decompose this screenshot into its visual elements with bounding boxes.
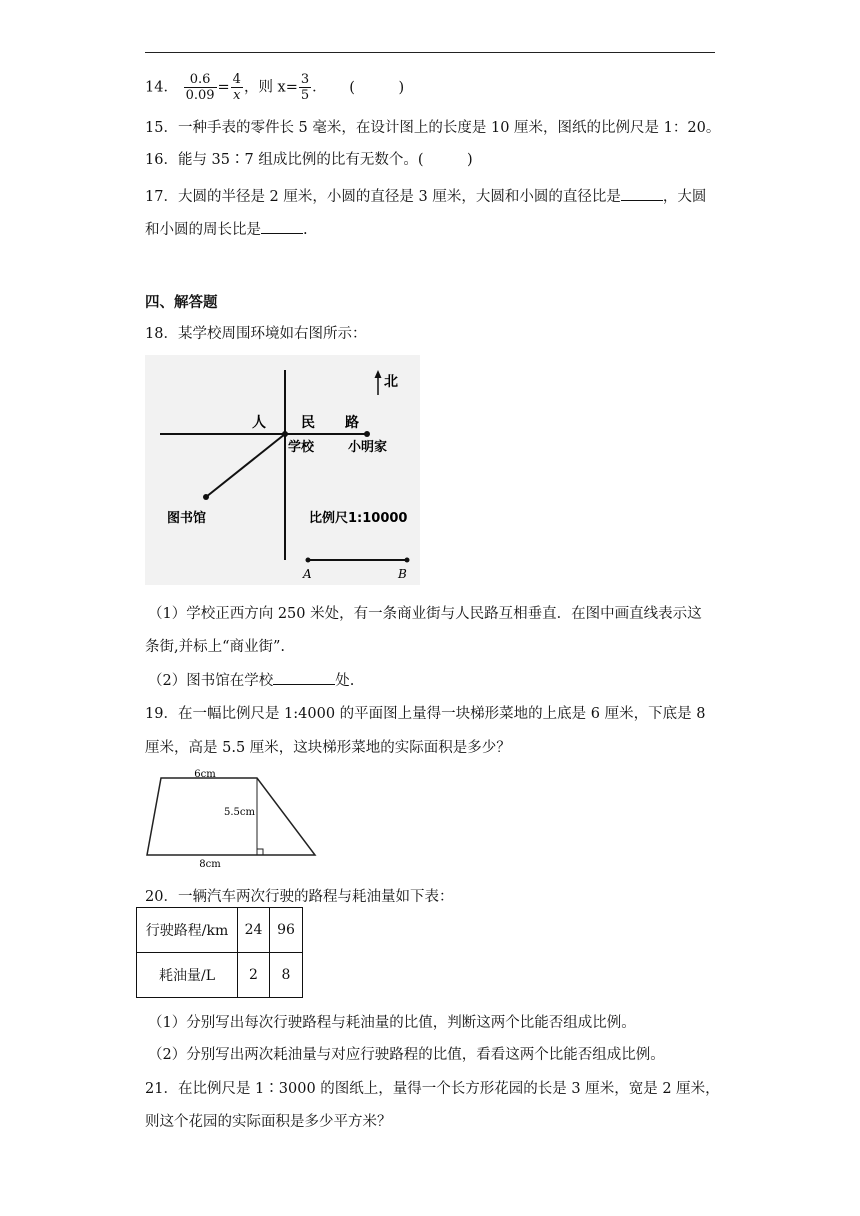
library-label: 图书馆 <box>167 511 207 526</box>
scale-point-b <box>405 558 410 563</box>
question-17-line2: 和小圆的周长比是 . <box>145 219 308 240</box>
school-point <box>282 431 288 437</box>
question-14: 14． $\frac{0.6}{0.09}$ = $\frac{4}{x}$ ，则 x= $\frac{3}{5}$ ． ( ) <box>145 72 405 103</box>
q17-blank-circumference-ratio[interactable] <box>261 219 303 234</box>
table-cell: 96 <box>270 908 303 953</box>
table-cell: 耗油量/L <box>137 953 238 998</box>
road-char-ren: 人 <box>252 415 266 431</box>
scale-label-a: A <box>303 567 312 581</box>
table-cell: 行驶路程/km <box>137 908 238 953</box>
north-label: 北 <box>384 374 398 390</box>
school-label: 学校 <box>288 440 315 455</box>
question-21-line2: 则这个花园的实际面积是多少平方米？ <box>145 1114 392 1130</box>
q14-middle-text: ，则 x= <box>243 79 298 96</box>
home-point <box>364 431 370 437</box>
q16-answer-blank[interactable]: ( ) <box>417 152 473 168</box>
q14-answer-fraction: $\frac{3}{5}$ <box>300 72 310 103</box>
question-17-line1: 17．大圆的半径是 2 厘米，小圆的直径是 3 厘米，大圆和小圆的直径比是 ，大圆 <box>145 186 706 207</box>
q14-fraction-right: $\frac{4}{x}$ <box>232 72 241 103</box>
road-char-min: 民 <box>301 415 315 431</box>
question-19-line2: 厘米，高是 5.5 厘米，这块梯形菜地的实际面积是多少？ <box>145 740 511 756</box>
question-15: 15．一种手表的零件长 5 毫米，在设计图上的长度是 10 厘米，图纸的比例尺是 1：20。 <box>145 120 721 136</box>
table-row <box>137 908 303 953</box>
q14-fraction-left: $\frac{0.6}{0.09}$ <box>185 72 215 103</box>
scale-point-a <box>306 558 311 563</box>
top-base-label: 6cm <box>194 769 216 780</box>
height-label: 5.5cm <box>224 807 255 818</box>
trapezoid-figure <box>140 768 325 870</box>
q18-sub2: （2）图书馆在学校 处. <box>148 670 354 691</box>
table-cell: 24 <box>238 908 270 953</box>
school-map-figure <box>145 355 420 585</box>
fuel-table <box>136 907 303 998</box>
q17-blank-diameter-ratio[interactable] <box>621 186 663 201</box>
library-point <box>203 494 209 500</box>
q14-number: 14． <box>145 79 178 96</box>
q14-equals: = <box>217 79 230 96</box>
question-16: 16．能与 35∶7 组成比例的比有无数个。( ) <box>145 152 473 168</box>
table-cell: 2 <box>238 953 270 998</box>
question-20: 20．一辆汽车两次行驶的路程与耗油量如下表： <box>145 889 454 905</box>
table-cell: 8 <box>270 953 303 998</box>
scale-label: 比例尺1:10000 <box>309 511 408 526</box>
question-19-line1: 19．在一幅比例尺是 1:4000 的平面图上量得一块梯形菜地的上底是 6 厘米，下底是 8 <box>145 706 706 722</box>
q20-sub1: （1）分别写出每次行驶路程与耗油量的比值，判断这两个比能否组成比例。 <box>148 1015 636 1031</box>
q18-sub1-line2: 条街,并标上“商业街”. <box>145 639 286 655</box>
home-label: 小明家 <box>348 440 388 455</box>
q18-blank-library-direction[interactable] <box>273 670 335 685</box>
q18-sub1-line1: （1）学校正西方向 250 米处，有一条商业街与人民路互相垂直．在图中画直线表示这 <box>148 606 702 622</box>
q14-answer-blank[interactable]: ( ) <box>349 79 405 96</box>
table-row <box>137 953 303 998</box>
question-21-line1: 21．在比例尺是 1∶3000 的图纸上，量得一个长方形花园的长是 3 厘米，宽是 2 厘米， <box>145 1081 720 1097</box>
bottom-base-label: 8cm <box>199 859 221 870</box>
scale-label-b: B <box>398 567 407 581</box>
road-char-lu: 路 <box>345 415 359 431</box>
section-title: 四、解答题 <box>145 295 218 311</box>
right-angle-mark <box>257 849 263 855</box>
top-rule <box>145 52 715 53</box>
question-18: 18．某学校周围环境如右图所示： <box>145 326 367 342</box>
q20-sub2: （2）分别写出两次耗油量与对应行驶路程的比值，看看这两个比能否组成比例。 <box>148 1047 665 1063</box>
